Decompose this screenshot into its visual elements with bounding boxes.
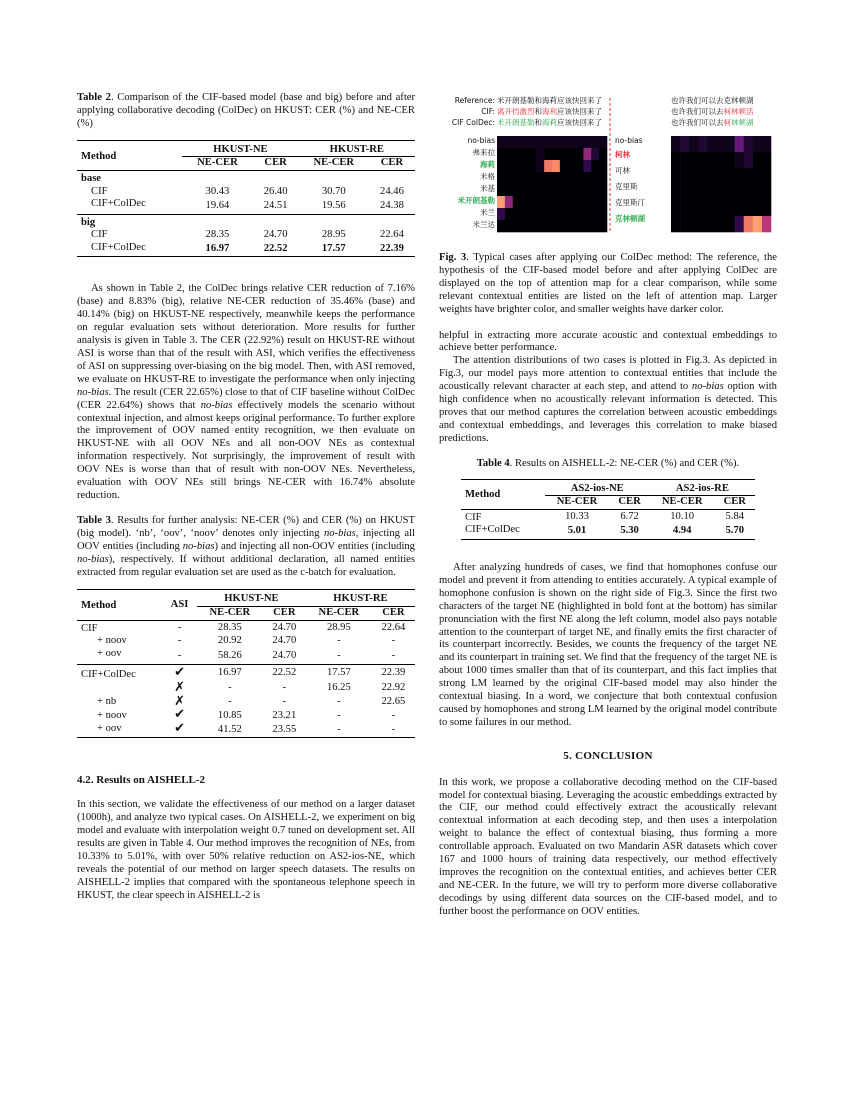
- left-heatmap-cell: [583, 220, 591, 232]
- fig-left-reference: 米开朗基勒和海莉应该快回来了: [497, 96, 602, 105]
- left-heatmap-cell: [591, 220, 599, 232]
- left-heatmap-cell: [544, 220, 552, 232]
- right-heatmap-cell: [762, 168, 771, 184]
- right-heatmap-cell: [735, 168, 744, 184]
- right-heatmap-cell: [735, 184, 744, 200]
- left-heatmap-cell: [505, 136, 513, 148]
- right-heatmap-cell: [726, 216, 735, 232]
- table-row: + nb ✗ - - - 22.65: [97, 693, 406, 709]
- right-heatmap-cell: [716, 168, 725, 184]
- right-heatmap-cell: [753, 184, 762, 200]
- table-row: CIF+ColDec ✔ 16.97 22.52 17.57 22.39: [77, 665, 415, 682]
- left-heatmap-cell: [583, 148, 591, 160]
- left-heatmap-cell: [576, 172, 584, 184]
- left-heatmap-cell: [505, 172, 513, 184]
- left-heatmap-cell: [497, 220, 505, 232]
- left-heatmap-cell: [505, 220, 513, 232]
- right-heatmap-cell: [735, 152, 744, 168]
- left-heatmap-cell: [544, 136, 552, 148]
- left-heatmap-cell: [521, 220, 529, 232]
- left-heatmap-cell: [552, 136, 560, 148]
- right-heatmap-cell: [689, 152, 698, 168]
- right-heatmap-cell: [698, 168, 707, 184]
- right-heatmap-cell: [707, 216, 716, 232]
- right-heatmap-cell: [698, 216, 707, 232]
- left-heatmap-cell: [560, 196, 568, 208]
- left-heatmap-cell: [583, 196, 591, 208]
- paragraph-attention: The attention distributions of two cases is plotted in Fig.3. As depicted in Fig.3, our model pays more attention to contextual entities that include the acoustically relevant character at each step, and attend to no-bias option with high confidence when no acoustically relevant information is detected. This proves that our method captures the correlation between acoustic embeddings and contextual embeddings, and leverages this correlation to make biased predictions.: [439, 355, 777, 444]
- left-heatmap-cell: [599, 160, 607, 172]
- left-heatmap-cell: [528, 172, 536, 184]
- fig-right-reference: 也许我们可以去克林顿湖: [671, 96, 754, 105]
- left-heatmap-cell: [576, 136, 584, 148]
- right-heatmap-cell: [680, 136, 689, 152]
- left-heatmap-cell: [513, 184, 521, 196]
- left-heatmap-cell: [536, 196, 544, 208]
- left-heatmap-cell: [497, 172, 505, 184]
- left-heatmap-cell: [521, 148, 529, 160]
- left-heatmap-cell: [576, 208, 584, 220]
- right-heatmap-cell: [671, 216, 680, 232]
- right-heatmap-cell: [680, 216, 689, 232]
- table-row: CIF 30.43 26.40 30.70 24.46: [91, 185, 404, 197]
- check-icon: ✔: [174, 664, 185, 680]
- left-heatmap-cell: [544, 172, 552, 184]
- t2-h-necer1: NE-CER: [197, 157, 238, 169]
- t3-h-group2: HKUST-RE: [306, 590, 415, 607]
- left-heatmap-cell: [528, 196, 536, 208]
- left-heatmap-cell: [513, 136, 521, 148]
- right-heatmap-cell: [726, 184, 735, 200]
- fig-left-coldec: 米开朗基勒和海莉应该快回来了: [497, 118, 602, 127]
- right-heatmap-cell: [698, 200, 707, 216]
- attention-heatmaps: [439, 96, 777, 248]
- table3-caption: Table 3. Results for further analysis: NE-CER (%) and CER (%) on HKUST (big model). ‘nb’, ‘oov’, ‘noov’ denotes only injecting no-bias, injecting all OOV entities (including no-bias) and injecting all non-OOV entities (including no-bias), respectively. If without additional declaration, all named entities extracted from regular evaluation set are used as the c-batch for evaluation.: [77, 514, 416, 578]
- left-heatmap-cell: [591, 184, 599, 196]
- left-heatmap-cell: [591, 160, 599, 172]
- table-row: + oov ✔ 41.52 23.55 - -: [77, 723, 415, 738]
- left-heatmap-cell: [497, 184, 505, 196]
- t2-h-group1: HKUST-NE: [182, 140, 298, 157]
- left-heatmap-cell: [560, 172, 568, 184]
- right-heatmap-cell: [762, 152, 771, 168]
- left-heatmap-cell: [568, 196, 576, 208]
- paragraph-conclusion: In this work, we propose a collaborative decoding method on the CIF-based model for contextual biasing. Leveraging the acoustic embeddings extracted by the CIF, our method could effectively extract the acoustically relevant contextual information at each decoding step, and then uses a interpolation weight to balance the effect of contextual biasing, thus forming a more controllable approach. Evaluated on two Mandarin ASR datasets which cover 167 and 1000 hours of training data respectively, our method effectively improves the recognition on the contextual entities, and achieves better CER and NE-CER. In the future, we will try to perform more diverse collaborative decodings by using different data sources on the CIF-based model, and to further boost the performance on OOV entities.: [439, 776, 777, 917]
- left-heatmap-cell: [521, 208, 529, 220]
- left-heatmap-cell: [552, 196, 560, 208]
- left-heatmap-cell: [583, 208, 591, 220]
- left-heatmap-cell: [544, 148, 552, 160]
- section-5-title: 5. CONCLUSION: [563, 749, 653, 762]
- right-heatmap-cell: [680, 152, 689, 168]
- left-heatmap-cell: [576, 196, 584, 208]
- table-row: + noov - 20.92 24.70 - -: [97, 635, 396, 647]
- left-heatmap-cell: [536, 148, 544, 160]
- fig-label-reference: Reference:: [454, 96, 495, 105]
- cross-icon: ✗: [174, 693, 185, 709]
- left-heatmap-cell: [583, 160, 591, 172]
- right-heatmap-cell: [707, 168, 716, 184]
- left-heatmap-cell: [568, 136, 576, 148]
- table4-caption: Table 4. Results on AISHELL-2: NE-CER (%) and CER (%).: [476, 457, 740, 469]
- right-heatmap-cell: [680, 200, 689, 216]
- right-column: [439, 96, 777, 919]
- t2-h-group2: HKUST-RE: [299, 140, 415, 157]
- left-heatmap-cell: [544, 184, 552, 196]
- t2-big-label: big: [81, 216, 96, 228]
- left-heatmap-cell: [536, 172, 544, 184]
- left-heatmap-cell: [576, 184, 584, 196]
- left-heatmap-cell: [521, 172, 529, 184]
- right-heatmap-cell: [753, 136, 762, 152]
- left-heatmap-cell: [560, 220, 568, 232]
- right-heatmap-cell: [671, 168, 680, 184]
- left-heatmap-cell: [505, 196, 513, 208]
- left-heatmap-cell: [528, 220, 536, 232]
- table-row: CIF - 28.35 24.70 28.95 22.64: [77, 620, 415, 635]
- left-heatmap-cell: [497, 136, 505, 148]
- right-heatmap-cell: [689, 168, 698, 184]
- figure-3-attention-map: Reference: CIF: CIF ColDec: 米开朗基勒和海莉应该快回来了 离开挡激烈和海利应该快回来了 米开朗基勒和海莉应该快回来了 也许我们可以去克林顿湖 也许我们可以去柯林顿活 也许我们可以去柯林顿湖 no-bias 弗来拉 海莉 米格 米基 米开朗基勒 米兰 米兰达 no-bias 柯林 可林 克里斯 克里斯汀 克林顿湖: [439, 96, 777, 248]
- table3: Method ASI HKUST-NE HKUST-RE NE-CER CER NE-CER CER CIF - 28.35 24.70 28.95 22.64 + noov - 20.92 24.70 - - + oov - 58.26 24.70 - - CIF+ColDec ✔ 16.97 22.52 17.57 22.39 ✗ - - 16.25 22.92 + nb ✗ - - - 22.65 + noov ✔ 10.85 23.21 - - + oov ✔ 41.52 23.55 - -: [77, 589, 415, 738]
- left-heatmap-cell: [568, 160, 576, 172]
- right-heatmap-cell: [753, 152, 762, 168]
- right-heatmap-cell: [689, 200, 698, 216]
- left-heatmap-cell: [497, 208, 505, 220]
- table-row: CIF 28.35 24.70 28.95 22.64: [91, 229, 404, 241]
- left-heatmap-cell: [521, 184, 529, 196]
- left-heatmap-cell: [568, 172, 576, 184]
- left-heatmap-cell: [497, 196, 505, 208]
- left-heatmap-cell: [568, 148, 576, 160]
- fig-right-coldec: 也许我们可以去柯林顿湖: [671, 118, 754, 127]
- t3-h-asi: ASI: [170, 598, 189, 610]
- right-heatmap-cell: [735, 200, 744, 216]
- fig-label-cif: CIF:: [481, 107, 495, 116]
- right-heatmap-cell: [762, 184, 771, 200]
- right-heatmap-cell: [762, 200, 771, 216]
- left-heatmap-cell: [583, 136, 591, 148]
- left-heatmap-cell: [552, 208, 560, 220]
- left-heatmap-cell: [544, 208, 552, 220]
- right-heatmap-cell: [689, 136, 698, 152]
- left-heatmap-cell: [552, 148, 560, 160]
- right-heatmap-cell: [744, 216, 753, 232]
- paragraph-homophones: After analyzing hundreds of cases, we find that homophones confuse our model and prevent it from attending to entities accurately. A typical example of homophone confusion is shown on the right side of Fig.3. Since the first two characters of the target NE (highlighted in bold font at the bottom) has similar pronunciation with the first NE along the left column, model also pays notable attention to the counterpart of target NE, and finally emits the first character of its counterpart incorrectly. Besides, we counts the frequency of the target NE and its counterpart in training set. We find that the frequency of the target NE is about 1000 times smaller than that of its counterpart, and this fact implies that strong LM learned by the original CIF-based model may also hinder the contextual biasing. In a word, we conjecture that both contextual confusion caused by homophones and strong LM learned by the original model contribute to some failures in our method.: [439, 561, 777, 728]
- left-heatmap-cell: [591, 136, 599, 148]
- left-heatmap-cell: [552, 160, 560, 172]
- table-row: + noov ✔ 10.85 23.21 - -: [97, 707, 396, 723]
- left-heatmap-cell: [513, 160, 521, 172]
- left-heatmap-cell: [591, 196, 599, 208]
- right-heatmap-cell: [698, 184, 707, 200]
- right-heatmap-cell: [707, 184, 716, 200]
- right-heatmap-cell: [726, 152, 735, 168]
- left-heatmap-cell: [599, 136, 607, 148]
- left-heatmap-cell: [528, 148, 536, 160]
- left-heatmap-cell: [591, 208, 599, 220]
- left-heatmap-cell: [560, 184, 568, 196]
- right-heatmap-cell: [762, 216, 771, 232]
- left-heatmap-cell: [576, 148, 584, 160]
- left-heatmap-cell: [583, 172, 591, 184]
- t2-h-cer1: CER: [264, 157, 287, 169]
- left-heatmap-cell: [591, 172, 599, 184]
- t3-h-method: Method: [81, 600, 117, 612]
- right-heatmap-cell: [744, 136, 753, 152]
- left-heatmap-cell: [583, 184, 591, 196]
- right-heatmap-cell: [689, 216, 698, 232]
- right-heatmap-cell: [680, 168, 689, 184]
- left-heatmap-cell: [505, 160, 513, 172]
- left-heatmap-cell: [513, 220, 521, 232]
- t3-h-group1: HKUST-NE: [197, 590, 306, 607]
- left-heatmap-cell: [528, 136, 536, 148]
- table4: Method AS2-ios-NE AS2-ios-RE NE-CER CER NE-CER CER CIF 10.33 6.72 10.10 5.84 CIF+ColDec 5.01 5.30 4.94 5.70: [461, 479, 755, 540]
- right-heatmap-cell: [735, 136, 744, 152]
- right-heatmap-cell: [716, 136, 725, 152]
- t2-h-necer2: NE-CER: [313, 157, 355, 169]
- left-heatmap-cell: [528, 160, 536, 172]
- left-heatmap-cell: [552, 220, 560, 232]
- table2: [77, 140, 415, 258]
- left-heatmap-cell: [536, 208, 544, 220]
- right-heatmap-cell: [698, 136, 707, 152]
- left-heatmap-cell: [599, 220, 607, 232]
- left-heatmap-cell: [568, 220, 576, 232]
- right-heatmap-cell: [707, 152, 716, 168]
- right-heatmap-cell: [726, 136, 735, 152]
- left-heatmap-cell: [560, 136, 568, 148]
- right-heatmap-cell: [707, 200, 716, 216]
- check-icon: ✔: [174, 721, 185, 737]
- right-heatmap-cell: [753, 216, 762, 232]
- left-heatmap-cell: [599, 148, 607, 160]
- left-heatmap-cell: [536, 136, 544, 148]
- fig-left-cif: 离开挡激烈和海利应该快回来了: [497, 107, 602, 116]
- figure3-caption: Fig. 3. Typical cases after applying our ColDec method: The reference, the hypothesis of the CIF-based model before and after applying ColDec are displayed on the top of attention map for a clear comparison, while some relevant contextual entities are listed on the left of attention map. Larger weights have brighter color, and smaller weights have darker color.: [439, 252, 777, 315]
- left-heatmap-cell: [521, 160, 529, 172]
- left-heatmap-cell: [552, 172, 560, 184]
- left-heatmap-cell: [552, 184, 560, 196]
- right-heatmap-cell: [671, 184, 680, 200]
- right-heatmap-cell: [744, 152, 753, 168]
- left-heatmap-cell: [591, 148, 599, 160]
- left-heatmap-cell: [521, 136, 529, 148]
- left-heatmap-cell: [505, 208, 513, 220]
- check-icon: ✔: [174, 707, 185, 723]
- table-row: CIF+ColDec 5.01 5.30 4.94 5.70: [461, 524, 755, 539]
- left-heatmap-cell: [599, 196, 607, 208]
- left-heatmap-cell: [536, 220, 544, 232]
- right-heatmap-cell: [744, 168, 753, 184]
- table-row: CIF+ColDec 19.64 24.51 19.56 24.38: [91, 198, 404, 211]
- right-heatmap-cell: [671, 200, 680, 216]
- left-heatmap-cell: [513, 172, 521, 184]
- fig-label-coldec: CIF ColDec:: [451, 118, 495, 127]
- left-heatmap-cell: [560, 208, 568, 220]
- paragraph-aishell: In this section, we validate the effectiveness of our method on a larger dataset (1000h), and analyze two typical cases. On AISHELL-2, we experiment on big model and evaluate with interpolation weight 0.7 tuned on development set. All results are given in Table 4. Our method improves the recognition of NEs, from 10.33% to 5.01%, with over 50% relative reduction on AS2-ios-NE, which reveals the potential of our method on larger speech datasets. The results on AISHELL-2 implies that compared with the spontaneous telephone speech in HKUST, the clear speech in AISHELL-2 is: [77, 799, 415, 901]
- left-heatmap-cell: [576, 160, 584, 172]
- left-heatmap-cell: [544, 160, 552, 172]
- right-heatmap-cell: [716, 184, 725, 200]
- table-row: CIF 10.33 6.72 10.10 5.84: [461, 509, 755, 524]
- paragraph-helpful: helpful in extracting more accurate acoustic and contextual embeddings to achieve better performance.: [439, 329, 777, 354]
- left-heatmap-cell: [513, 208, 521, 220]
- right-heatmap-cell: [753, 168, 762, 184]
- left-heatmap-cell: [599, 208, 607, 220]
- right-heatmap-cell: [753, 200, 762, 216]
- left-heatmap-cell: [560, 148, 568, 160]
- paragraph-results-hkust: As shown in Table 2, the ColDec brings relative CER reduction of 7.16% (base) and 8.83% (big), relative NE-CER reduction of 35.46% (base) and 40.14% (big) on HKUST-NE respectively, meanwhile keeps the performance on regular evaluation sets without deterioration. More results for further analysis is given in Table 3. The CER (22.92%) result on HKUST-RE without ASI is worse than that of the result with ASI, which verifies the effectiveness of ASI on suppressing over-biasing on the big model. Then, with ASI removed, we evaluate on HKUST-RE to investigate the performance when only injecting no-bias. The result (CER 22.65%) close to that of CIF baseline without ColDec (CER 22.64%) shows that no-bias effectively models the scenario without contextual injection, and almost keeps original performance. To further explore the improvement of OOV named entity recognition, we then evaluate on HKUST-NE with all OOV NEs and all non-OOV NEs as contextual information respectively. Not surprisingly, the improvement of result with OOV NEs is worse than that of result with non-OOV NEs. Nevertheless, evaluation with OOV NEs still brings NE-CER with 16.74% absolute reduction.: [77, 283, 416, 501]
- table-row: + oov - 58.26 24.70 - -: [97, 647, 396, 661]
- right-heatmap-cell: [744, 184, 753, 200]
- left-heatmap-cell: [505, 184, 513, 196]
- left-heatmap-cell: [528, 184, 536, 196]
- left-heatmap-cell: [568, 208, 576, 220]
- left-heatmap-cell: [599, 172, 607, 184]
- t2-h-cer2: CER: [380, 157, 404, 169]
- fig-right-cif: 也许我们可以去柯林顿活: [671, 107, 754, 116]
- right-heatmap-cell: [716, 152, 725, 168]
- left-heatmap-cell: [497, 148, 505, 160]
- left-heatmap-cell: [536, 160, 544, 172]
- t2-h-method: Method: [81, 150, 117, 162]
- right-heatmap-cell: [735, 216, 744, 232]
- left-heatmap-cell: [544, 196, 552, 208]
- right-heatmap-cell: [689, 184, 698, 200]
- left-heatmap-cell: [536, 184, 544, 196]
- left-heatmap-cell: [560, 160, 568, 172]
- t2-base-label: base: [81, 172, 102, 184]
- right-heatmap-cell: [707, 136, 716, 152]
- left-heatmap-cell: [513, 196, 521, 208]
- right-heatmap-cell: [744, 200, 753, 216]
- right-heatmap-cell: [716, 200, 725, 216]
- left-column: [77, 92, 415, 903]
- left-heatmap-cell: [528, 208, 536, 220]
- left-heatmap-cell: [505, 148, 513, 160]
- right-heatmap-cell: [680, 184, 689, 200]
- right-heatmap-cell: [671, 136, 680, 152]
- table-row: CIF+ColDec 16.97 22.52 17.57 22.39: [77, 242, 415, 257]
- left-heatmap-cell: [576, 220, 584, 232]
- cross-icon: ✗: [174, 679, 185, 695]
- right-heatmap-cell: [716, 216, 725, 232]
- right-heatmap-cell: [726, 168, 735, 184]
- left-heatmap-cell: [521, 196, 529, 208]
- left-heatmap-cell: [599, 184, 607, 196]
- right-heatmap-cell: [762, 136, 771, 152]
- table2-caption: Table 2. Comparison of the CIF-based model (base and big) before and after applying collaborative decoding (ColDec) on HKUST: CER (%) and NE-CER (%): [77, 92, 415, 129]
- section-4-2-title: 4.2. Results on AISHELL-2: [77, 774, 206, 787]
- left-heatmap-cell: [497, 160, 505, 172]
- right-heatmap-cell: [726, 200, 735, 216]
- table-row: ✗ - - 16.25 22.92: [174, 679, 406, 695]
- left-heatmap-cell: [568, 184, 576, 196]
- left-heatmap-cell: [513, 148, 521, 160]
- right-heatmap-cell: [698, 152, 707, 168]
- right-heatmap-cell: [671, 152, 680, 168]
